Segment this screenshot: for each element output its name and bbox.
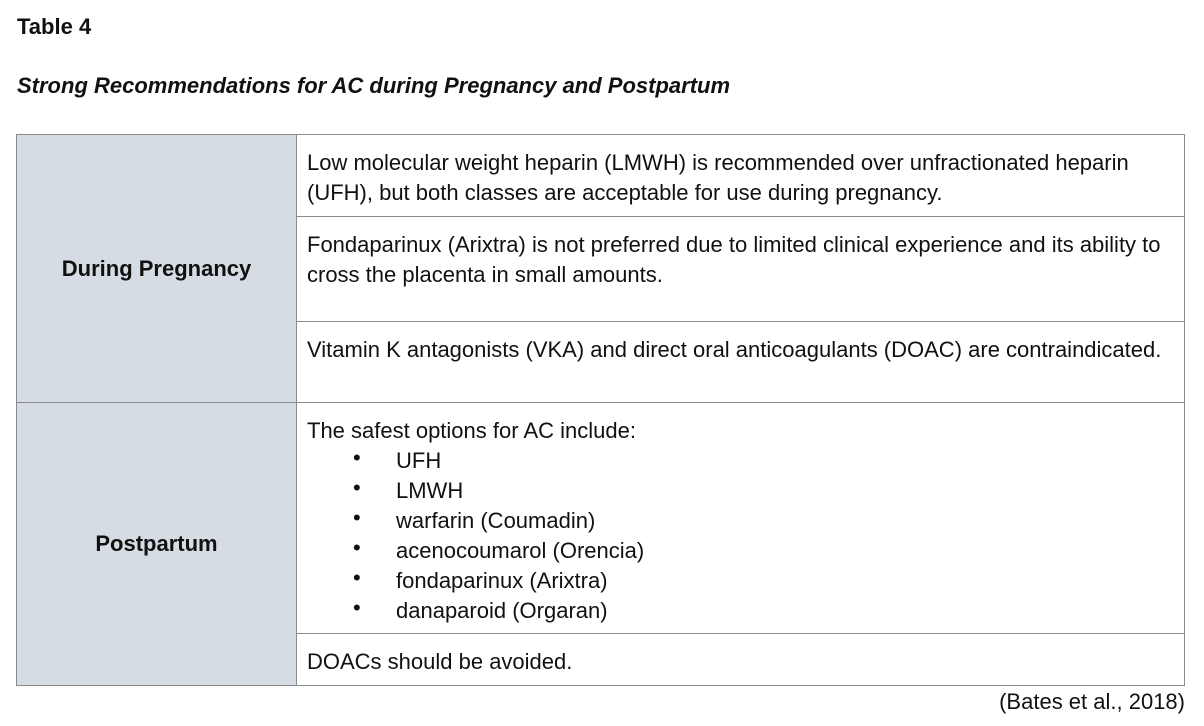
table-row [17, 135, 1185, 217]
list-item [307, 446, 1174, 476]
bullet-icon: • [353, 565, 361, 590]
option-label: LMWH [396, 478, 464, 503]
table-row [17, 403, 1185, 634]
section-heading-pregnancy: During Pregnancy [17, 135, 297, 403]
citation: (Bates et al., 2018) [999, 689, 1185, 714]
recommendations-table [16, 134, 1185, 686]
list-item [307, 596, 1174, 626]
section-heading-postpartum: Postpartum [17, 403, 297, 686]
bullet-icon: • [353, 445, 361, 470]
list-item [307, 566, 1174, 596]
option-label: acenocoumarol (Orencia) [396, 538, 645, 563]
options-list [307, 446, 1174, 626]
pregnancy-row-1: Low molecular weight heparin (LMWH) is recommended over unfractionated heparin (UFH), but both classes are acceptable for use during pregnancy. [297, 135, 1185, 217]
postpartum-final-row: DOACs should be avoided. [297, 634, 1185, 686]
pregnancy-row-3: Vitamin K antagonists (VKA) and direct oral anticoagulants (DOAC) are contraindicated. [297, 322, 1185, 403]
bullet-icon: • [353, 505, 361, 530]
bullet-icon: • [353, 475, 361, 500]
bullet-icon: • [353, 535, 361, 560]
table-label: Table 4 [17, 14, 92, 39]
list-item [307, 536, 1174, 566]
pregnancy-row-2: Fondaparinux (Arixtra) is not preferred due to limited clinical experience and its ability to cross the placenta in small amounts. [297, 217, 1185, 322]
option-label: warfarin (Coumadin) [396, 508, 596, 533]
table-title: Strong Recommendations for AC during Pregnancy and Postpartum [17, 73, 731, 98]
list-item [307, 476, 1174, 506]
option-label: danaparoid (Orgaran) [396, 598, 608, 623]
postpartum-options-cell [297, 403, 1185, 634]
options-intro: The safest options for AC include: [307, 418, 636, 443]
bullet-icon: • [353, 595, 361, 620]
option-label: fondaparinux (Arixtra) [396, 568, 608, 593]
option-label: UFH [396, 448, 442, 473]
list-item [307, 506, 1174, 536]
